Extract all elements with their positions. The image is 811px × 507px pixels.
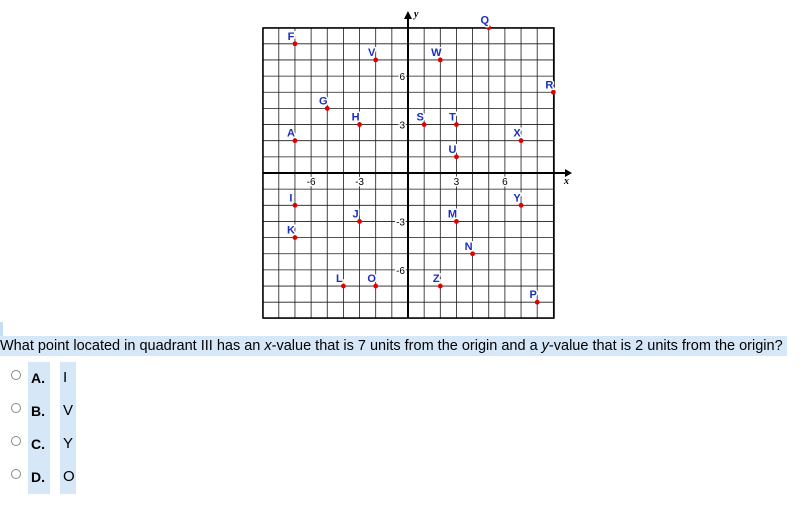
x-tick-label: 6 xyxy=(502,177,508,188)
point-label-m: M xyxy=(447,208,458,221)
x-tick-label: -3 xyxy=(355,177,365,188)
point-label-x: X xyxy=(513,127,521,140)
radio-a[interactable] xyxy=(11,370,21,380)
choice-a-letter: A. xyxy=(28,362,50,395)
point-label-r: R xyxy=(545,79,554,92)
point-label-n: N xyxy=(464,240,473,253)
choice-a-text: I xyxy=(60,362,76,395)
question-text xyxy=(0,336,787,356)
choice-d[interactable] xyxy=(0,461,120,491)
point-label-t: T xyxy=(449,111,456,124)
point-marker-i xyxy=(293,203,298,208)
question-var-x: x xyxy=(264,338,272,354)
question-part-3: -value that is 2 units from the origin? xyxy=(548,338,783,354)
point-label-q: Q xyxy=(480,14,490,27)
choice-b[interactable] xyxy=(0,395,120,425)
radio-b[interactable] xyxy=(11,403,21,413)
point-label-w: W xyxy=(431,46,442,59)
point-label-a: A xyxy=(286,127,295,140)
choice-c[interactable] xyxy=(0,428,120,458)
point-label-v: V xyxy=(368,46,376,59)
point-label-g: G xyxy=(318,95,328,108)
point-label-f: F xyxy=(287,30,295,43)
radio-d[interactable] xyxy=(11,469,21,479)
y-tick-label: 3 xyxy=(399,120,405,132)
point-label-o: O xyxy=(367,273,376,286)
point-label-z: Z xyxy=(432,273,440,286)
point-label-h: H xyxy=(351,111,360,124)
point-label-s: S xyxy=(416,111,424,124)
choice-c-letter: C. xyxy=(28,428,50,461)
question-part-2: -value that is 7 units from the origin and a xyxy=(271,338,542,354)
x-tick-label: 3 xyxy=(453,177,460,188)
point-label-u: U xyxy=(448,143,457,156)
point-label-l: L xyxy=(336,273,343,286)
question-part-1: What point located in quadrant III has an xyxy=(0,338,265,354)
point-label-j: J xyxy=(352,208,359,221)
point-label-y: Y xyxy=(513,192,521,205)
x-axis-label: x xyxy=(564,176,569,187)
x-tick-label: -6 xyxy=(306,177,316,188)
y-axis-arrow xyxy=(404,11,412,19)
choice-b-text: V xyxy=(60,395,76,428)
y-axis-label: y xyxy=(414,9,419,20)
point-label-p: P xyxy=(529,289,537,302)
choice-a[interactable] xyxy=(0,362,120,392)
y-tick-label: 6 xyxy=(399,72,405,84)
choice-d-letter: D. xyxy=(28,461,50,494)
choice-b-letter: B. xyxy=(28,395,50,428)
choice-d-text: O xyxy=(60,461,76,494)
point-label-k: K xyxy=(286,224,295,237)
y-tick-label: -3 xyxy=(396,217,405,229)
choice-c-text: Y xyxy=(60,428,76,461)
question-var-y: y xyxy=(541,338,549,354)
radio-c[interactable] xyxy=(11,436,21,446)
y-tick-label: -6 xyxy=(396,265,405,277)
point-label-i: I xyxy=(289,192,293,205)
